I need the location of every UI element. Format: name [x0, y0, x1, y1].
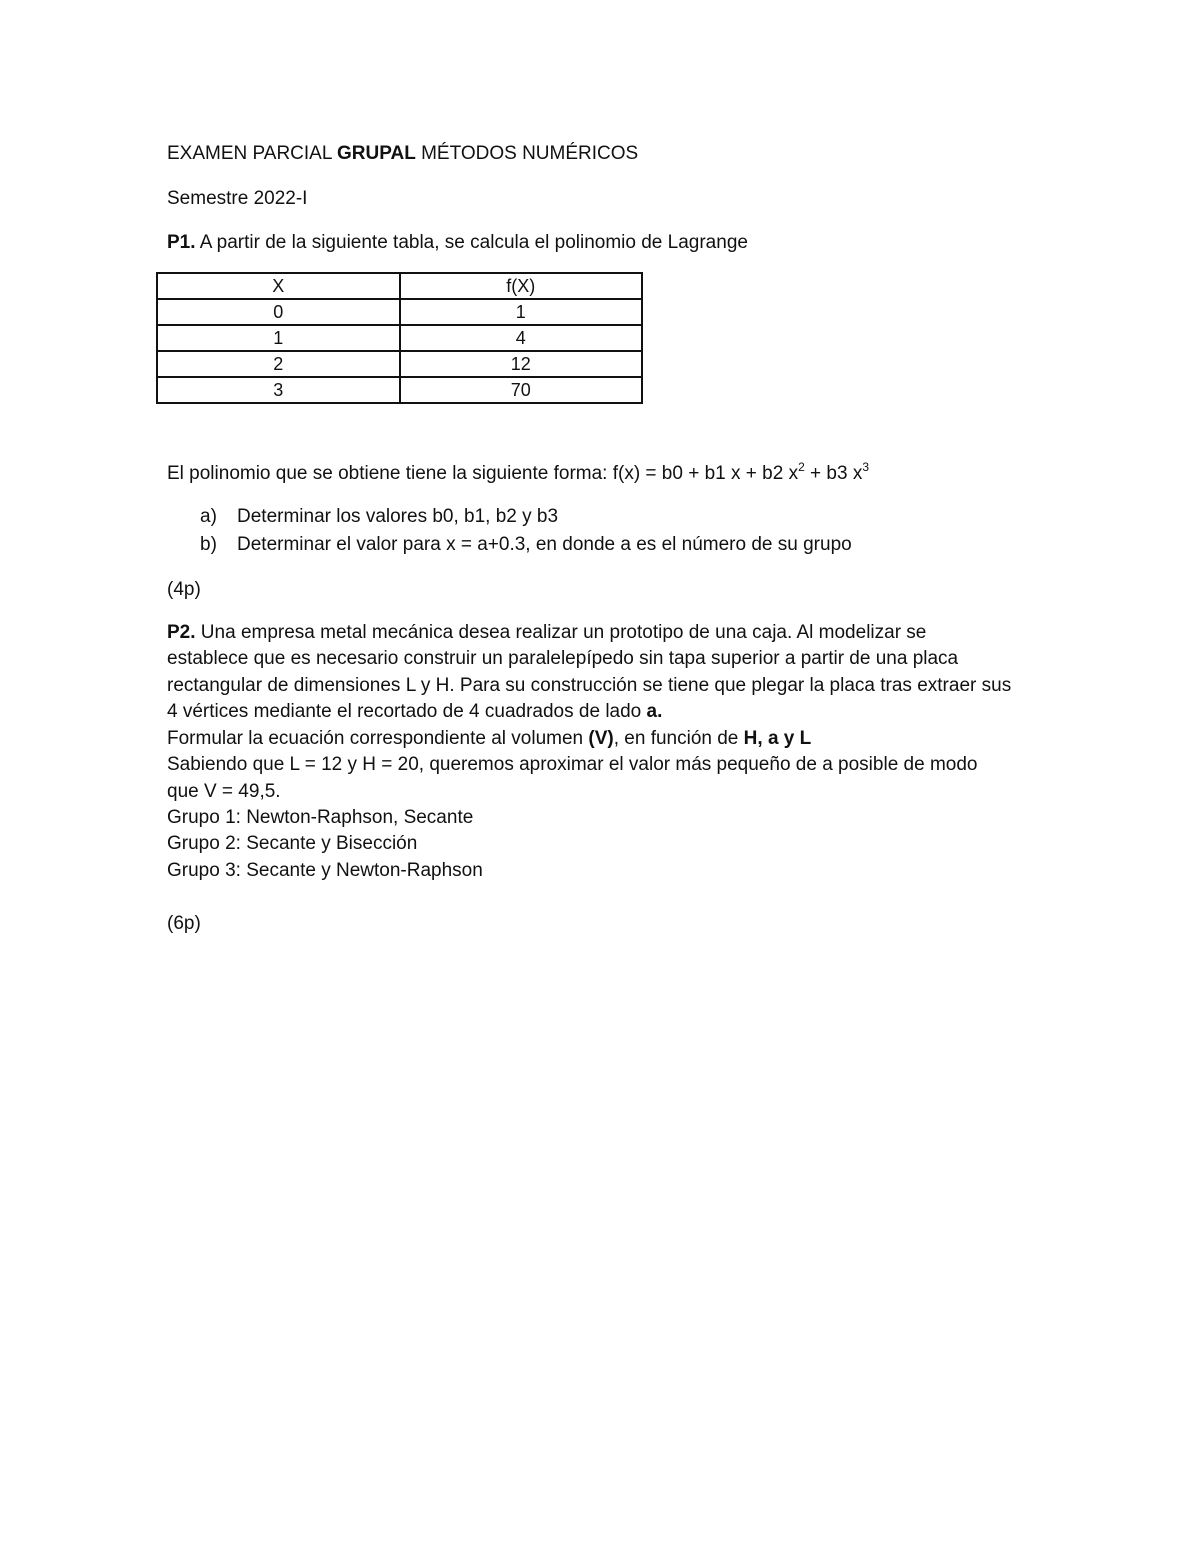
table-cell-x: 2	[157, 351, 400, 377]
p2-line-5-e: ,	[757, 728, 768, 749]
table-cell-x: 1	[157, 325, 400, 351]
p2-points: (6p)	[167, 913, 201, 934]
p2-line-7: que V = 49,5.	[167, 781, 281, 802]
table-row	[157, 351, 642, 377]
table-cell-x: 0	[157, 299, 400, 325]
item-a-text: Determinar los valores b0, b1, b2 y b3	[237, 506, 559, 527]
table-row	[157, 325, 642, 351]
item-b-label: b)	[200, 534, 217, 555]
polynomial-form-mid: + b3 x	[804, 463, 863, 484]
table-header-fx: f(X)	[400, 273, 643, 299]
table-cell-fx: 70	[400, 377, 643, 403]
p2-line-4-text: 4 vértices mediante el recortado de 4 cuadrados de lado	[167, 701, 647, 722]
item-b-text: Determinar el valor para x = a+0.3, en donde a es el número de su grupo	[237, 534, 852, 555]
table-header-row	[157, 273, 642, 299]
exam-title	[167, 141, 638, 167]
group-2: Grupo 2: Secante y Bisección	[167, 833, 418, 854]
p2-line-2: establece que es necesario construir un paralelepípedo sin tapa superior a partir de una placa	[167, 648, 959, 669]
p2-line-6: Sabiendo que L = 12 y H = 20, queremos aproximar el valor más pequeño de a posible de modo	[167, 754, 978, 775]
item-a-label: a)	[200, 506, 217, 527]
p2-line-3: rectangular de dimensiones L y H. Para su construcción se tiene que plegar la placa tras extraer sus	[167, 675, 1012, 696]
p2-line-5-g: y	[778, 728, 800, 749]
polynomial-form	[167, 461, 869, 487]
p2-line-5-h: L	[799, 728, 812, 749]
p1-intro	[167, 230, 748, 256]
p2-line-5-f: a	[767, 728, 779, 749]
p2-line-5-b: (V)	[588, 728, 614, 749]
p1-label: P1.	[167, 232, 196, 253]
p2-line-5-d: H	[743, 728, 758, 749]
p2-label: P2.	[167, 622, 196, 643]
table-row	[157, 299, 642, 325]
p2-line-5	[167, 726, 811, 752]
group-3: Grupo 3: Secante y Newton-Raphson	[167, 860, 483, 881]
semester: Semestre 2022-I	[167, 188, 308, 209]
table-row	[157, 377, 642, 403]
table-header-x: X	[157, 273, 400, 299]
group-1: Grupo 1: Newton-Raphson, Secante	[167, 807, 474, 828]
exam-title-part2: MÉTODOS NUMÉRICOS	[415, 143, 639, 164]
p2-line-1-text: Una empresa metal mecánica desea realizar un prototipo de una caja. Al modelizar se	[195, 622, 927, 643]
p2-line-1	[167, 620, 926, 646]
table-cell-x: 3	[157, 377, 400, 403]
p2-line-5-c: , en función de	[613, 728, 744, 749]
p1-intro-text: A partir de la siguiente tabla, se calcula el polinomio de Lagrange	[195, 232, 748, 253]
p2-line-5-a: Formular la ecuación correspondiente al volumen	[167, 728, 589, 749]
p2-line-4	[167, 699, 662, 725]
polynomial-form-text: El polinomio que se obtiene tiene la siguiente forma: f(x) = b0 + b1 x + b2 x	[167, 463, 799, 484]
lagrange-table	[156, 272, 643, 404]
table-cell-fx: 1	[400, 299, 643, 325]
exponent-2: 2	[798, 460, 805, 474]
p1-points: (4p)	[167, 579, 201, 600]
exam-title-part1: EXAMEN PARCIAL	[167, 143, 337, 164]
table-cell-fx: 12	[400, 351, 643, 377]
exam-title-bold: GRUPAL	[337, 143, 416, 164]
p2-line-4-bold: a.	[646, 701, 663, 722]
table-cell-fx: 4	[400, 325, 643, 351]
exponent-3: 3	[862, 460, 870, 474]
